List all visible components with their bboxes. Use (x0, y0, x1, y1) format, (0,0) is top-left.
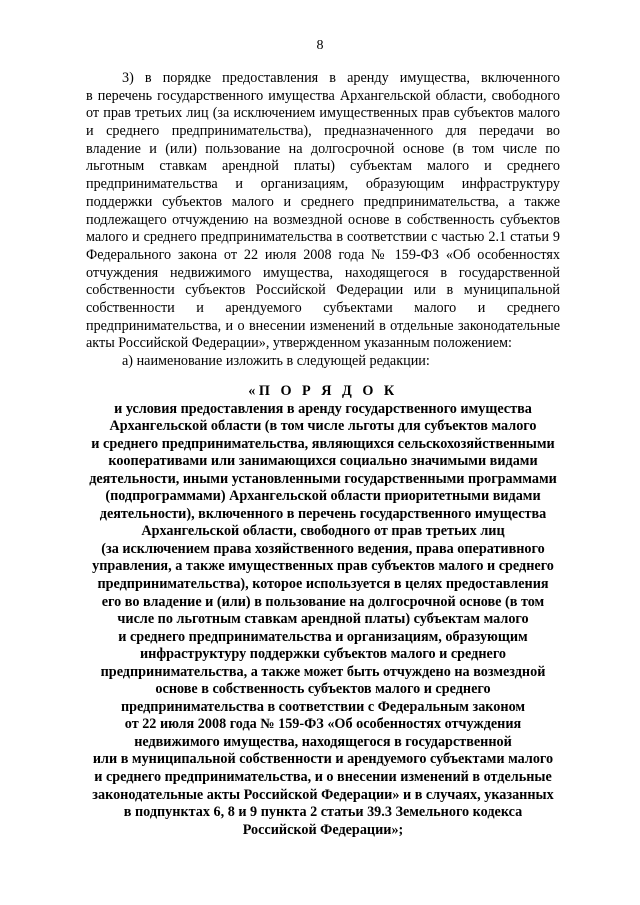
title-line: его во владение и (или) в пользование на долгосрочной основе (в том (101, 593, 545, 610)
title-line: и среднего предпринимательства и организациям, образующим (118, 628, 528, 645)
subpoint-a: а) наименование изложить в следующей редакции: (122, 353, 430, 369)
paragraph-line: подлежащего отчуждению на возмездной основе в собственность субъектов (86, 211, 560, 228)
paragraph-3 (86, 70, 560, 371)
title-line: в подпунктах 6, 8 и 9 пункта 2 статьи 39.3 Земельного кодекса (123, 804, 523, 821)
title-line: предпринимательства), которое используется в целях предоставления (97, 576, 549, 593)
paragraph-line: в перечень государственного имущества Архангельской области, свободного (86, 87, 560, 104)
title-line: предпринимательства, а также может быть отчуждено на возмездной (100, 663, 546, 680)
title-line: деятельности), включенного в перечень государственного имущества (99, 505, 547, 522)
title-line: инфраструктуру поддержки субъектов малого и среднего (139, 646, 506, 663)
title-line: от 22 июля 2008 года № 159-ФЗ «Об особенностях отчуждения (124, 716, 522, 733)
title-line: предпринимательства в соответствии с Федеральным законом (120, 698, 526, 715)
title-line: (подпрограммами) Архангельской области приоритетными видами (105, 488, 541, 505)
paragraph-line: отчуждения недвижимого имущества, находящегося в государственной (86, 264, 560, 281)
paragraph-line: 3) в порядке предоставления в аренду имущества, включенного (122, 70, 560, 86)
title-line: и среднего предпринимательства, являющихся сельскохозяйственными (91, 435, 555, 452)
title-line: числе по льготным ставкам арендной платы) субъектам малого (117, 611, 529, 628)
title-line: недвижимого имущества, находящегося в государственной (134, 733, 512, 750)
title-line: Архангельской области (в том числе льготы для субъектов малого (109, 418, 537, 435)
title-line: управления, а также имущественных прав субъектов малого и среднего (92, 558, 554, 575)
title-line: деятельности, иными установленными государственными программами (89, 470, 557, 487)
paragraph-line: владение и (или) пользование на долгосрочной основе (в том числе по (86, 140, 560, 157)
paragraph-line: предпринимательства и организациям, образующим инфраструктуру (86, 176, 560, 193)
title-line: законодательные акты Российской Федерации» и в случаях, указанных (92, 786, 554, 803)
title-line: и среднего предпринимательства, и о внесении изменений в отдельные (94, 769, 552, 786)
paragraph-line: малого и среднего предпринимательства в соответствии с частью 2.1 статьи 9 (86, 229, 560, 246)
paragraph-line: льготным ставкам арендной платы) субъектам малого и среднего (86, 158, 560, 175)
title-line: основе в собственность субъектов малого и среднего (155, 681, 491, 698)
procedure-heading: «П О Р Я Д О К (248, 383, 398, 399)
paragraph-line: и среднего предпринимательства), предназначенного для передачи во (86, 123, 560, 140)
title-line: или в муниципальной собственности и арендуемого субъектами малого (92, 751, 554, 768)
paragraph-line: собственности субъектов Российской Федерации или в муниципальной (86, 282, 560, 299)
paragraph-line: Федерального закона от 22 июля 2008 года № 159-ФЗ «Об особенностях (86, 246, 560, 263)
title-line: Архангельской области, свободного от прав третьих лиц (141, 523, 505, 540)
title-line: (за исключением права хозяйственного ведения, права оперативного (101, 540, 545, 557)
paragraph-line: собственности и арендуемого субъектами малого и среднего (86, 299, 560, 316)
title-line: и условия предоставления в аренду государственного имущества (114, 400, 532, 417)
paragraph-line: акты Российской Федерации», утвержденном указанным положением: (86, 335, 512, 352)
title-line: Российской Федерации»; (242, 821, 404, 838)
title-line: кооперативами или занимающихся социально значимыми видами (108, 453, 538, 470)
procedure-title (86, 383, 560, 839)
paragraph-line: от прав третьих лиц (за исключением имущественных прав субъектов малого (86, 105, 560, 122)
page-number: 8 (316, 38, 324, 53)
paragraph-line: предпринимательства, и о внесении изменений в отдельные законодательные (86, 317, 560, 334)
paragraph-line: поддержки субъектов малого и среднего предпринимательства, а также (86, 193, 560, 210)
